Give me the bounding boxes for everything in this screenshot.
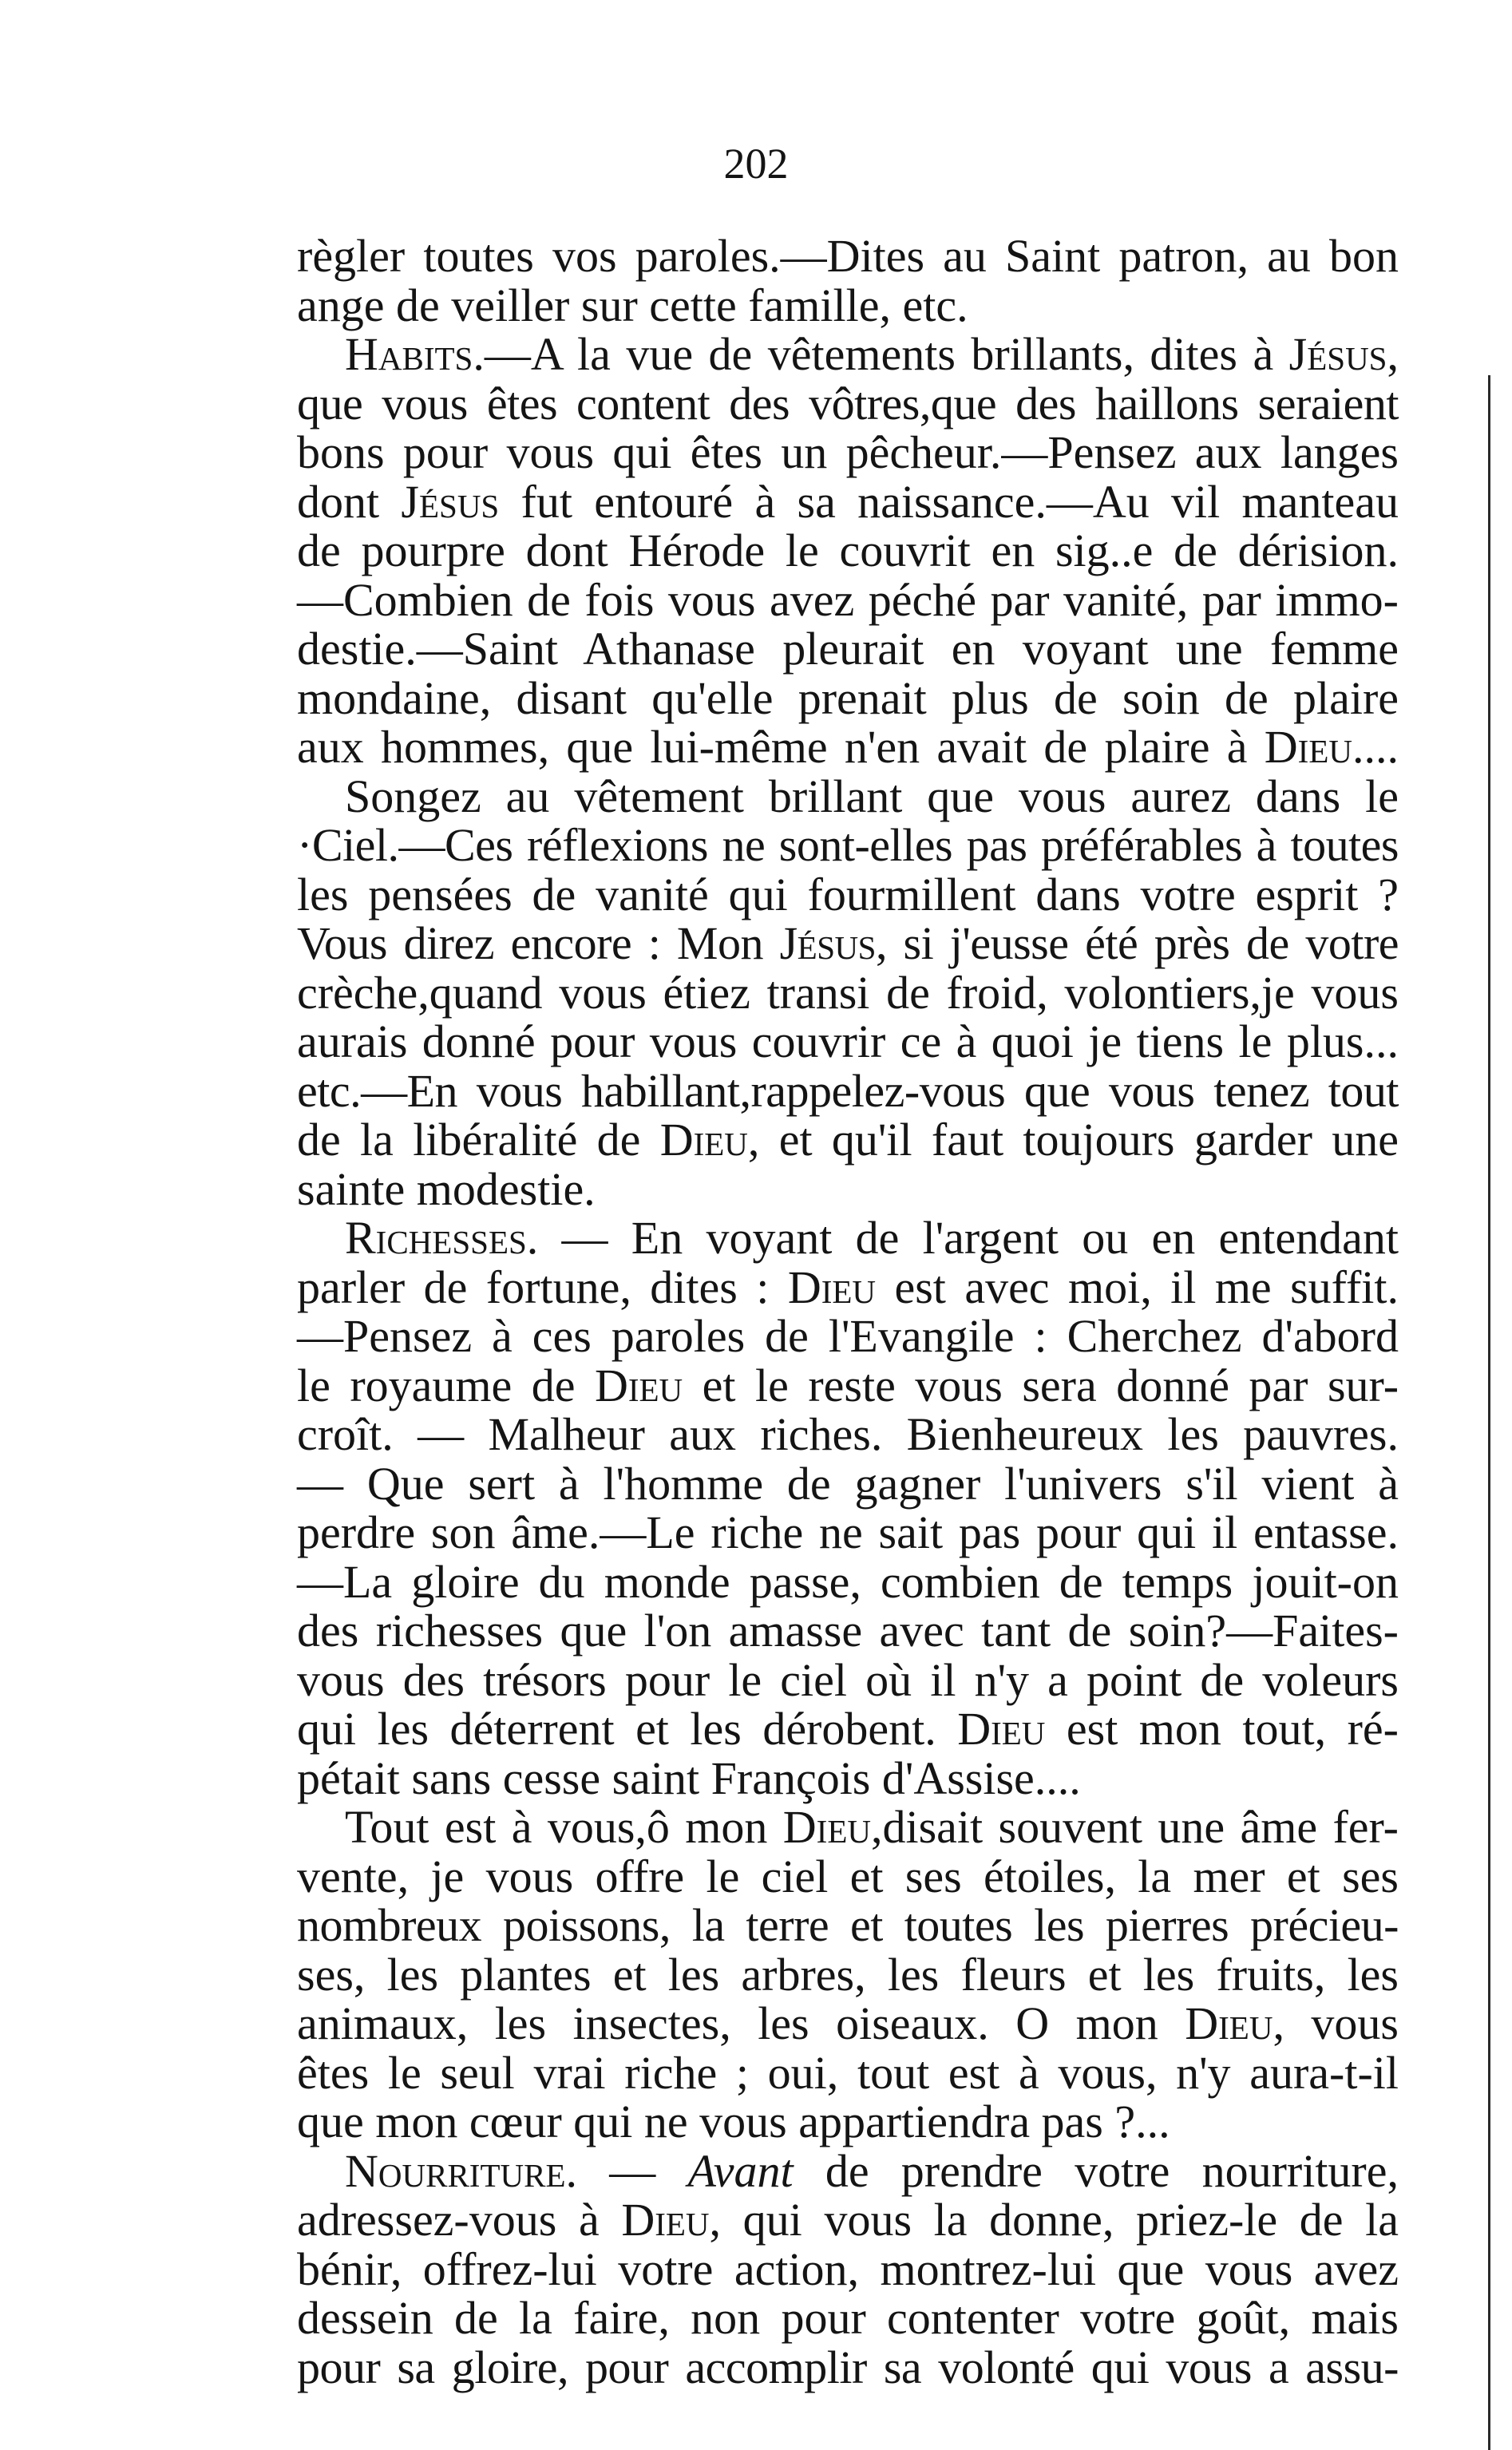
text-line: dessein de la faire, non pour contenter votre goût, mais (297, 2292, 1399, 2344)
text-line: —La gloire du monde passe, combien de temps jouit-on (297, 1555, 1399, 1608)
text-line: dont Jésus fut entouré à sa naissance.—Au vil manteau (297, 475, 1399, 528)
text-line: destie.—Saint Athanase pleurait en voyant une femme (297, 623, 1399, 675)
text-line: qui les déterrent et les dérobent. Dieu est mon tout, ré- (297, 1703, 1399, 1755)
text-line: aux hommes, que lui-même n'en avait de plaire à Dieu.... (297, 721, 1399, 773)
text-line: pétait sans cesse saint François d'Assise.... (297, 1751, 1081, 1804)
text-line: pour sa gloire, pour accomplir sa volonté qui vous a assu- (297, 2341, 1399, 2393)
text-line: bénir, offrez-lui votre action, montrez-lui que vous avez (297, 2242, 1399, 2295)
text-line: crèche,quand vous étiez transi de froid, volontiers,je vous (297, 966, 1399, 1019)
text-line: —Pensez à ces paroles de l'Evangile : Cherchez d'abord (297, 1310, 1399, 1362)
text-line: les pensées de vanité qui fourmillent dans votre esprit ? (297, 868, 1399, 920)
text-line: êtes le seul vrai riche ; oui, tout est à vous, n'y aura-t-il (297, 2046, 1399, 2099)
text-line: de la libéralité de Dieu, et qu'il faut toujours garder une (297, 1114, 1399, 1166)
text-line: vente, je vous offre le ciel et ses étoiles, la mer et ses (297, 1850, 1399, 1902)
text-line: croît. — Malheur aux riches. Bienheureux les pauvres. (297, 1408, 1399, 1460)
text-line: — Que sert à l'homme de gagner l'univers s'il vient à (297, 1457, 1399, 1510)
text-line: Tout est à vous,ô mon Dieu,disait souvent une âme fer- (345, 1801, 1399, 1853)
text-line: adressez-vous à Dieu, qui vous la donne, priez-le de la (297, 2194, 1399, 2246)
text-line: de pourpre dont Hérode le couvrit en sig..e de dérision. (297, 524, 1399, 576)
text-line: perdre son âme.—Le riche ne sait pas pour qui il entasse. (297, 1506, 1399, 1558)
text-line: ange de veiller sur cette famille, etc. (297, 279, 968, 331)
text-line: ·Ciel.—Ces réflexions ne sont-elles pas préférables à toutes (297, 819, 1399, 871)
text-line: aurais donné pour vous couvrir ce à quoi je tiens le plus... (297, 1015, 1399, 1067)
text-line: Richesses. — En voyant de l'argent ou en entendant (345, 1212, 1399, 1264)
text-line: Habits.—A la vue de vêtements brillants, dites à Jésus, (345, 328, 1399, 380)
text-line: vous des trésors pour le ciel où il n'y a point de voleurs (297, 1653, 1399, 1706)
text-line: nombreux poissons, la terre et toutes les pierres précieu- (297, 1899, 1399, 1951)
text-line: parler de fortune, dites : Dieu est avec moi, il me suffit. (297, 1261, 1399, 1313)
text-line: que vous êtes content des vôtres,que des haillons seraient (297, 377, 1399, 429)
page-edge-rule (1488, 375, 1490, 2450)
text-line: règler toutes vos paroles.—Dites au Saint patron, au bon (297, 230, 1399, 282)
text-line: Nourriture. — Avant de prendre votre nourriture, (345, 2144, 1399, 2197)
text-line: —Combien de fois vous avez péché par vanité, par immo- (297, 573, 1399, 626)
text-line: Songez au vêtement brillant que vous aurez dans le (345, 770, 1399, 822)
page-number: 202 (723, 140, 789, 188)
text-line: que mon cœur qui ne vous appartiendra pas ?... (297, 2096, 1170, 2147)
text-line: le royaume de Dieu et le reste vous sera donné par sur- (297, 1359, 1399, 1411)
text-line: mondaine, disant qu'elle prenait plus de soin de plaire (297, 671, 1399, 724)
text-line: bons pour vous qui êtes un pêcheur.—Pensez aux langes (297, 426, 1399, 478)
text-line: ses, les plantes et les arbres, les fleurs et les fruits, les (297, 1948, 1399, 2001)
text-line: etc.—En vous habillant,rappelez-vous que vous tenez tout (297, 1064, 1399, 1117)
text-line: sainte modestie. (297, 1162, 596, 1215)
text-line: animaux, les insectes, les oiseaux. O mon Dieu, vous (297, 1997, 1399, 2049)
text-line: des richesses que l'on amasse avec tant de soin?—Faites- (297, 1605, 1399, 1656)
body-text (297, 232, 1399, 2392)
text-line: Vous direz encore : Mon Jésus, si j'eusse été près de votre (297, 917, 1399, 969)
